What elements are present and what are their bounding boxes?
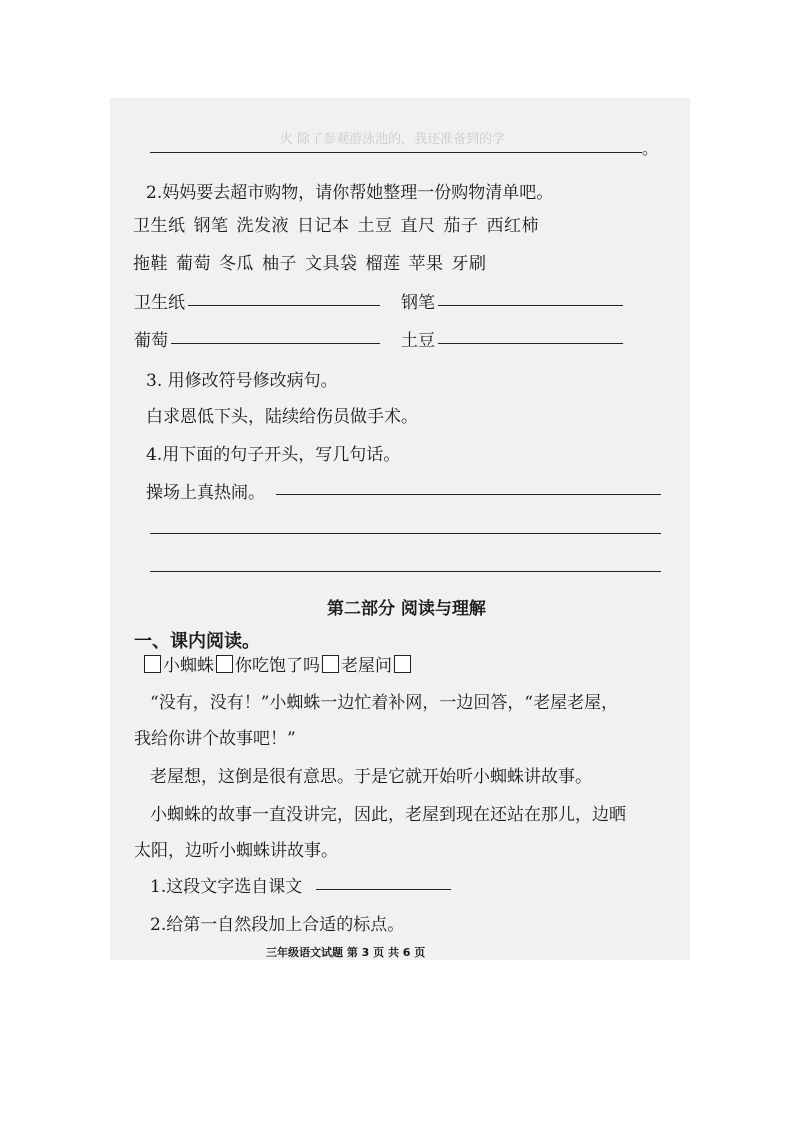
passage-fragment: 小蜘蛛	[163, 656, 214, 676]
punctuation-box-2[interactable]	[216, 655, 233, 673]
answer-line-top[interactable]	[150, 152, 642, 153]
word-item: 文具袋	[305, 254, 358, 274]
passage-para-3: 老屋想，这倒是很有意思。于是它就开始听小蜘蛛讲故事。	[150, 767, 592, 787]
word-item: 洗发液	[236, 216, 289, 236]
category-label-2: 钢笔	[401, 293, 435, 313]
writing-line-1[interactable]	[276, 494, 661, 495]
word-item: 卫生纸	[133, 216, 186, 236]
faulty-sentence: 白求恩低下头，陆续给伤员做手术。	[146, 407, 418, 427]
category-blank-2[interactable]	[438, 305, 623, 306]
category-label-1: 卫生纸	[134, 293, 185, 313]
category-blank-4[interactable]	[438, 343, 623, 344]
passage-line-1	[142, 651, 413, 676]
reading-question-2: 2.给第一自然段加上合适的标点。	[150, 915, 405, 935]
passage-para-2a: “没有，没有！”小蜘蛛一边忙着补网，一边回答，“老屋老屋，	[150, 693, 619, 713]
punctuation-box-1[interactable]	[144, 655, 161, 673]
question-4-prompt: 4.用下面的句子开头，写几句话。	[146, 445, 401, 465]
word-item: 葡萄	[176, 254, 211, 274]
writing-line-3[interactable]	[150, 571, 661, 572]
page-footer: 三年级语文试题 第 3 页 共 6 页	[266, 946, 426, 959]
word-item: 柚子	[262, 254, 297, 274]
faded-header-text: 火 除了参观游泳池的，我还准备到的学	[280, 132, 506, 147]
writing-line-2[interactable]	[150, 533, 661, 534]
sentence-start: 操场上真热闹。	[146, 483, 265, 503]
word-item: 拖鞋	[133, 254, 168, 274]
word-item: 榴莲	[365, 254, 401, 274]
passage-fragment: 老屋问	[341, 656, 392, 676]
word-item: 茄子	[443, 216, 479, 236]
lesson-title-blank[interactable]	[316, 889, 451, 890]
category-blank-1[interactable]	[188, 305, 380, 306]
part-2-title: 第二部分 阅读与理解	[327, 599, 486, 619]
punctuation-box-4[interactable]	[394, 655, 411, 673]
passage-para-2b: 我给你讲个故事吧！”	[134, 729, 296, 749]
word-item: 西红柿	[486, 216, 539, 236]
category-blank-3[interactable]	[171, 343, 380, 344]
word-item: 直尺	[400, 216, 436, 236]
section-1-title: 一、课内阅读。	[134, 631, 260, 652]
word-item: 牙刷	[451, 254, 487, 274]
category-label-3: 葡萄	[134, 331, 168, 351]
passage-para-4b: 太阳，边听小蜘蛛讲故事。	[134, 841, 338, 861]
word-item: 钢笔	[193, 216, 229, 236]
period-mark: 。	[642, 139, 659, 158]
word-item: 日记本	[297, 216, 350, 236]
word-row-2	[133, 249, 495, 274]
category-label-4: 土豆	[401, 331, 435, 351]
question-3-prompt: 3. 用修改符号修改病句。	[146, 371, 338, 391]
word-item: 苹果	[408, 254, 444, 274]
punctuation-box-3[interactable]	[322, 655, 339, 673]
word-item: 冬瓜	[219, 254, 254, 274]
word-row-1	[133, 211, 547, 236]
word-item: 土豆	[357, 216, 393, 236]
passage-fragment: 你吃饱了吗	[235, 656, 320, 676]
passage-para-4a: 小蜘蛛的故事一直没讲完，因此，老屋到现在还站在那儿，边晒	[150, 805, 626, 825]
question-2-prompt: 2.妈妈要去超市购物，请你帮她整理一份购物清单吧。	[146, 183, 554, 203]
reading-question-1: 1.这段文字选自课文	[150, 877, 303, 897]
